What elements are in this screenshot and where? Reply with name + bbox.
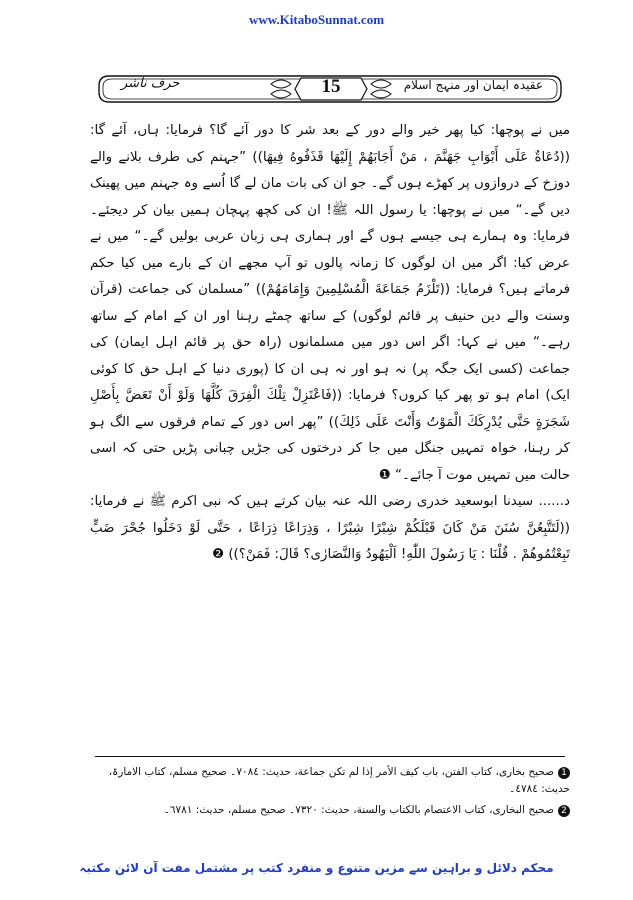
book-title: عقیدہ ایمان اور منہج اسلام	[403, 78, 543, 92]
footnote-marker-icon: 1	[558, 767, 570, 779]
footnote	[90, 764, 570, 798]
page-number: 15	[321, 76, 341, 97]
footnote-text: صحیح البخاری، کتاب الاعتصام بالکتاب والسنة، حدیث: ٧٣٢٠۔ صحیح مسلم، حدیث: ٦٧٨١۔	[163, 804, 554, 816]
footnote	[90, 802, 570, 819]
paragraph: د...... سیدنا ابوسعید خدری رضی اللہ عنہ بیان کرتے ہیں کہ نبی اکرم ﷺ نے فرمایا: ((لَتَتَّبِعُنَّ سُنَنَ مَنْ كَانَ قَبْلَكُمْ شِبْرًا شِبْرًا ، وَذِرَاعًا ذِرَاعًا ، حَتَّى لَوْ دَخَلُوا جُحْرَ ضَبٍّ تَبِعْتُمُوهُمْ . قُلْنَا : يَا رَسُولَ اللّٰهِ! اَلْيَهُودُ وَالنَّصَارٰى؟ قَالَ: فَمَنْ؟)) ❷	[90, 494, 570, 562]
footnote-text: صحیح بخاری، کتاب الفتن، باب کیف الأمر إذا لم تکن جماعة، حدیث: ٧٠٨٤۔ صحیح مسلم، کتاب الامارۃ، حدیث: ٤٧٨٤۔	[108, 766, 570, 795]
section-title: حرف ناشر	[121, 76, 180, 91]
paragraph: میں نے پوچھا: کیا پھر خیر والے دور کے بعد شر کا دور آئے گا؟ فرمایا: ہاں، آئے گا: ((دُعَاةٌ عَلَى أَبْوَابِ جَهَنَّمَ ، مَنْ أَجَابَهُمْ إِلَيْهَا قَذَفُوهُ فِيهَا)) ”جہنم کی طرف بلانے والے دوزخ کے دروازوں پر کھڑے ہوں گے۔ جو ان کی بات مان لے گا اُسے وہ جہنم میں پھینک دیں گے۔“ میں نے پوچھا: یا رسول اللہ ﷺ! ان کی کچھ پہچان ہمیں بیان کر دیجئے۔ فرمایا: وہ ہمارے ہی جیسے ہوں گے اور ہماری ہی زبان عربی بولیں گے۔“ میں نے عرض کیا: اگر میں ان لوگوں کا زمانہ پالوں تو آپ مجھے ان کے بارے میں کیا حکم فرماتے ہیں؟ فرمایا: ((تَلْزَمُ جَمَاعَةَ الْمُسْلِمِينَ وَإِمَامَهُمْ)) ”مسلمان کی جماعت (قرآن وسنت والے دین حنیف پر قائم لوگوں) کے ساتھ چمٹے رہنا اور ان کے امام کے ساتھ رہے۔“ میں نے کہا: اگر اس دور میں مسلمانوں (راہ حق پر قائم اہل ایمان) کی جماعت (کسی ایک جگہ پر) نہ ہو اور نہ ہی ان کا (پوری دنیا کے اہل حق کا کوئی ایک) امام ہو تو پھر کیا کروں؟ فرمایا: ((فَاعْتَزِلْ تِلْكَ الْفِرَقَ كُلَّهَا وَلَوْ أَنْ تَعَضَّ بِأَصْلِ شَجَرَةٍ حَتَّى يُدْرِكَكَ الْمَوْتُ وَأَنْتَ عَلَى ذَلِكَ)) ”پھر اس دور کے تمام فرقوں سے الگ ہو کر رہنا، خواہ تمہیں جنگل میں جا کر درختوں کی جڑیں چبانی پڑیں حتی کہ اسی حالت میں تمہیں موت آ جائے۔“ ❶	[90, 123, 570, 483]
footnote-divider	[95, 756, 565, 757]
footnotes	[90, 764, 570, 823]
site-url[interactable]: www.KitaboSunnat.com	[248, 12, 385, 27]
footer-tagline: محکم دلائل و براہین سے مزین متنوع و منفرد کتب پر مشتمل مفت آن لائن مکتبہ	[79, 861, 554, 875]
main-text	[90, 118, 570, 569]
footnote-marker-icon: 2	[558, 805, 570, 817]
page-header	[95, 72, 565, 106]
